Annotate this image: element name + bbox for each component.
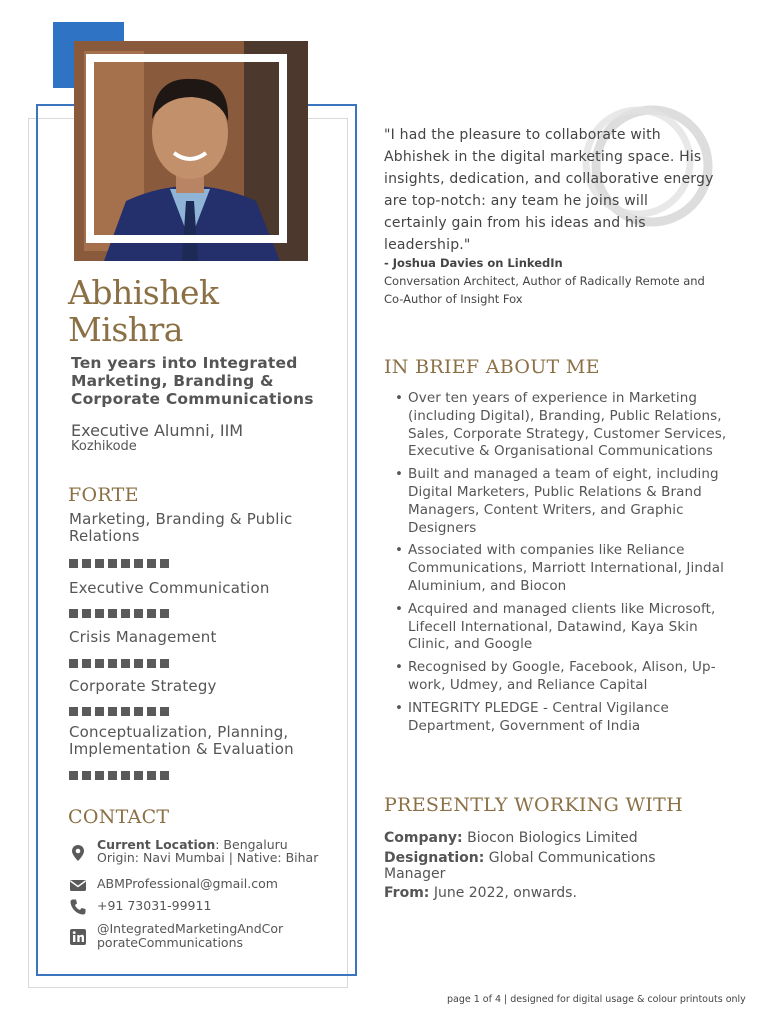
brief-list [384, 390, 743, 740]
linkedin-handle-line2: porateCommunications [97, 935, 244, 950]
linkedin-icon [69, 928, 87, 946]
person-name [68, 274, 338, 348]
location-label: Current Location [97, 837, 216, 852]
from-line [384, 885, 714, 901]
skill-rating [69, 553, 173, 563]
list-item: • Over ten years of experience in Marketing (including Digital), Branding, Public Relations, Sales, Corporate Strategy, Customer Services, Executive & Organisational Communications [408, 390, 743, 461]
skill-rating [69, 765, 173, 775]
skill-rating [69, 701, 173, 711]
work-heading: PRESENTLY WORKING WITH [384, 794, 683, 816]
company-label: Company: [384, 830, 463, 846]
skill-label: Crisis Management [69, 628, 217, 646]
skill-label: Marketing, Branding & Public Relations [69, 510, 293, 545]
location-pin-icon [69, 844, 87, 862]
linkedin-handle-line1: @IntegratedMarketingAndCor [97, 921, 284, 936]
designation-value: Global Communications Manager [384, 850, 656, 882]
from-label: From: [384, 885, 430, 901]
photo-white-frame [86, 54, 287, 243]
origin-text: Origin: Navi Mumbai | Native: Bihar [97, 850, 319, 865]
envelope-icon [69, 876, 87, 894]
alumni-text: Executive Alumni, IIM [71, 421, 244, 440]
skill-label: Executive Communication [69, 579, 270, 597]
brief-heading: IN BRIEF ABOUT ME [384, 356, 600, 378]
list-item: • Recognised by Google, Facebook, Alison, Up-work, Udmey, and Reliance Capital [408, 659, 743, 695]
company-line [384, 830, 714, 846]
testimonial-quote: "I had the pleasure to collaborate with Abhishek in the digital marketing space. His insights, dedication, and collaborative energy are top-notch: any team he joins will certainly gain from his ideas and his leadership." [384, 127, 714, 253]
designation-line [384, 850, 714, 882]
skill-label: Conceptualization, Planning, Implementation & Evaluation [69, 723, 294, 758]
from-value: June 2022, onwards. [429, 885, 577, 901]
testimonial-author: - Joshua Davies on LinkedIn [384, 256, 563, 270]
location-value: : Bengaluru [215, 837, 288, 852]
phone-link[interactable]: +91 73031-99911 [97, 898, 212, 913]
designation-label: Designation: [384, 850, 485, 866]
list-item: • INTEGRITY PLEDGE - Central Vigilance Department, Government of India [408, 700, 743, 736]
phone-icon [69, 898, 87, 916]
testimonial-role: Conversation Architect, Author of Radically Remote and Co-Author of Insight Fox [384, 274, 705, 306]
list-item: • Built and managed a team of eight, including Digital Marketers, Public Relations & Brand Managers, Content Writers, and Graphic Designers [408, 466, 743, 537]
email-link[interactable]: ABMProfessional@gmail.com [97, 876, 278, 891]
skill-label: Corporate Strategy [69, 677, 217, 695]
alumni-location: Kozhikode [71, 439, 137, 454]
name-first: Abhishek [68, 273, 219, 312]
skill-rating [69, 603, 173, 613]
headline: Ten years into Integrated Marketing, Branding & Corporate Communications [71, 354, 314, 408]
linkedin-handle[interactable] [97, 922, 283, 950]
list-item: • Associated with companies like Reliance Communications, Marriott International, Jindal Aluminium, and Biocon [408, 542, 743, 595]
contact-heading: CONTACT [68, 806, 170, 828]
page-footer: page 1 of 4 | designed for digital usage & colour printouts only [447, 994, 746, 1005]
name-last: Mishra [68, 310, 183, 349]
skill-rating [69, 653, 173, 663]
company-value: Biocon Biologics Limited [462, 830, 638, 846]
forte-heading: FORTE [68, 484, 139, 506]
list-item: • Acquired and managed clients like Microsoft, Lifecell International, Datawind, Kaya Skin Clinic, and Google [408, 601, 743, 654]
